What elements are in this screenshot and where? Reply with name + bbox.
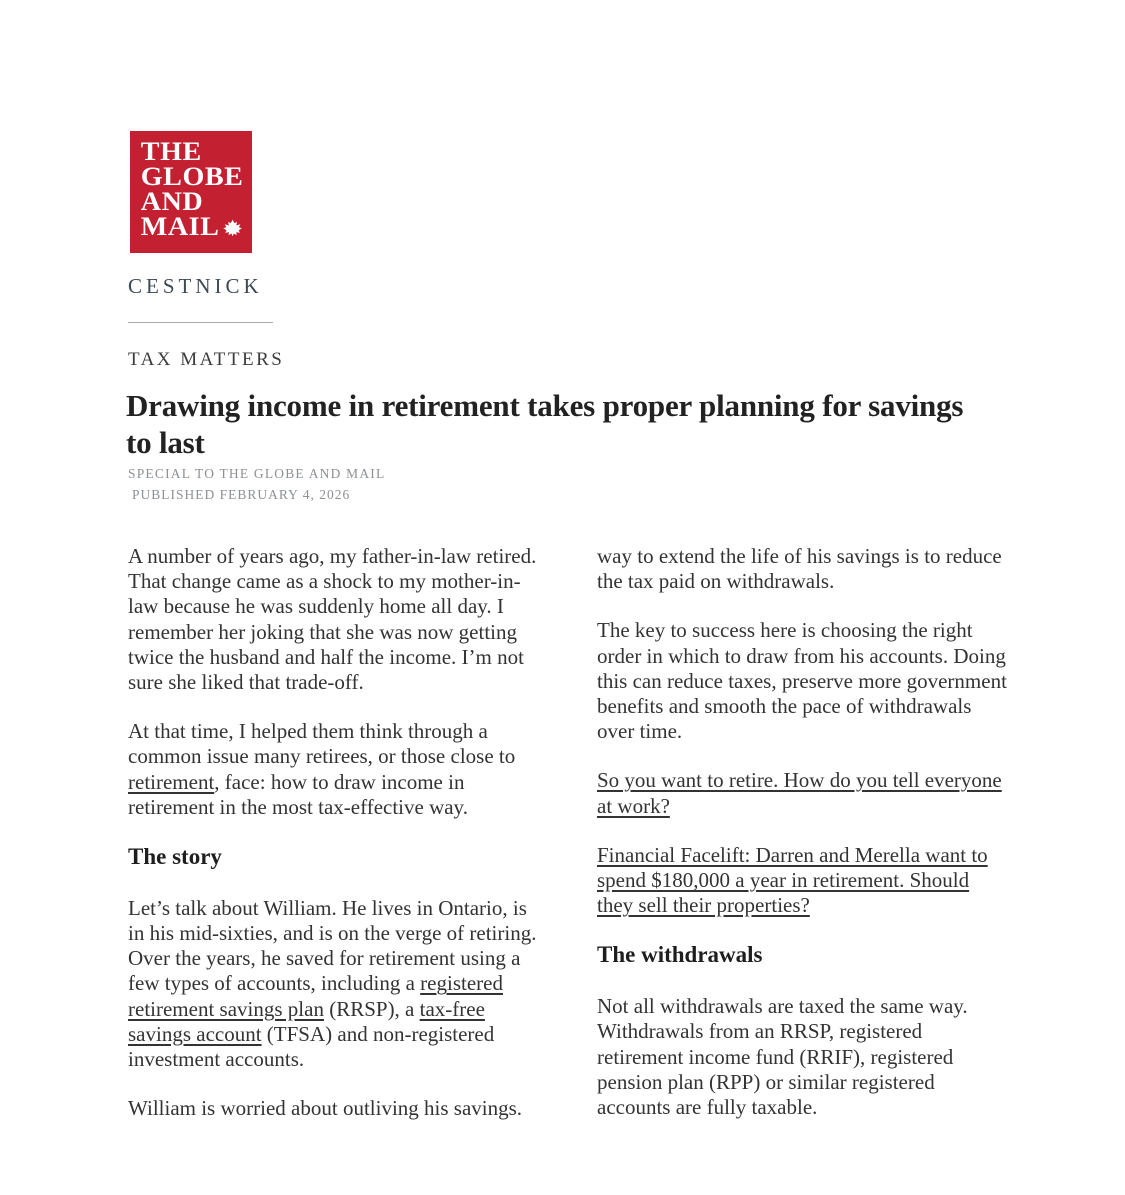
paragraph bbox=[597, 618, 1007, 744]
text-run: (RRSP), a bbox=[323, 996, 420, 1021]
section-heading: The withdrawals bbox=[597, 942, 763, 968]
logo-line: MAIL bbox=[140, 211, 220, 241]
article-byline: SPECIAL TO THE GLOBE AND MAIL bbox=[128, 466, 386, 481]
author-name: CESTNICK bbox=[128, 274, 263, 298]
article-headline: Drawing income in retirement takes proper planning for savings to last bbox=[126, 388, 964, 460]
paragraph bbox=[597, 768, 1007, 818]
logo-line: THE bbox=[140, 137, 202, 166]
paragraph bbox=[597, 843, 1007, 919]
article-body bbox=[128, 544, 1008, 1145]
column-right bbox=[597, 544, 1007, 1145]
inline-link[interactable]: Financial Facelift: Darren and Merella want to spend $180,000 a year in retirement. Should they sell their properties? bbox=[597, 842, 988, 918]
text-run: William is worried about outliving his savings. bbox=[128, 1096, 523, 1121]
section-heading: The story bbox=[128, 843, 222, 869]
inline-link[interactable]: registered retirement savings plan bbox=[128, 971, 503, 1021]
maple-leaf-icon bbox=[223, 219, 242, 237]
paragraph bbox=[128, 544, 538, 695]
inline-link[interactable]: retirement bbox=[128, 769, 215, 794]
article-published: PUBLISHED FEBRUARY 4, 2026 bbox=[132, 487, 351, 502]
paragraph bbox=[128, 1096, 538, 1121]
text-run: The key to success here is choosing the right order in which to draw from his accounts. Doing this can reduce taxes, preserve more government benefits and smooth the pace of withdrawals over time. bbox=[597, 618, 1007, 744]
paragraph bbox=[128, 896, 538, 1072]
globe-and-mail-logo bbox=[130, 131, 252, 253]
logo-line: AND bbox=[140, 186, 204, 216]
paragraph bbox=[597, 994, 1007, 1120]
logo-text bbox=[130, 131, 252, 240]
paragraph bbox=[128, 719, 538, 820]
text-run: Let’s talk about William. He lives in Ontario, is in his mid-sixties, and is on the verge of retiring. Over the years, he saved for retirement using a few types of accounts, including a bbox=[128, 895, 537, 996]
inline-link[interactable]: So you want to retire. How do you tell everyone at work? bbox=[597, 768, 1002, 818]
inline-link[interactable]: tax-free savings account bbox=[128, 996, 485, 1046]
section-kicker: TAX MATTERS bbox=[128, 349, 285, 370]
paragraph bbox=[597, 544, 1007, 594]
text-run: At that time, I helped them think through a common issue many retirees, or those close to bbox=[128, 719, 516, 769]
text-run: (TFSA) and non-registered investment accounts. bbox=[128, 1021, 495, 1071]
text-run: A number of years ago, my father-in-law retired. That change came as a shock to my mother-in-law because he was suddenly home all day. I remember her joking that she was now getting twice the husband and half the income. I’m not sure she liked that trade-off. bbox=[128, 544, 537, 694]
column-left bbox=[128, 544, 538, 1145]
text-run: way to extend the life of his savings is to reduce the tax paid on withdrawals. bbox=[597, 544, 1002, 594]
divider bbox=[128, 322, 273, 323]
text-run: Not all withdrawals are taxed the same way. Withdrawals from an RRSP, registered retirement income fund (RRIF), registered pension plan (RPP) or similar registered accounts are fully taxable. bbox=[597, 994, 968, 1119]
text-run: , face: how to draw income in retirement in the most tax-effective way. bbox=[128, 769, 468, 819]
logo-line: GLOBE bbox=[140, 161, 244, 191]
